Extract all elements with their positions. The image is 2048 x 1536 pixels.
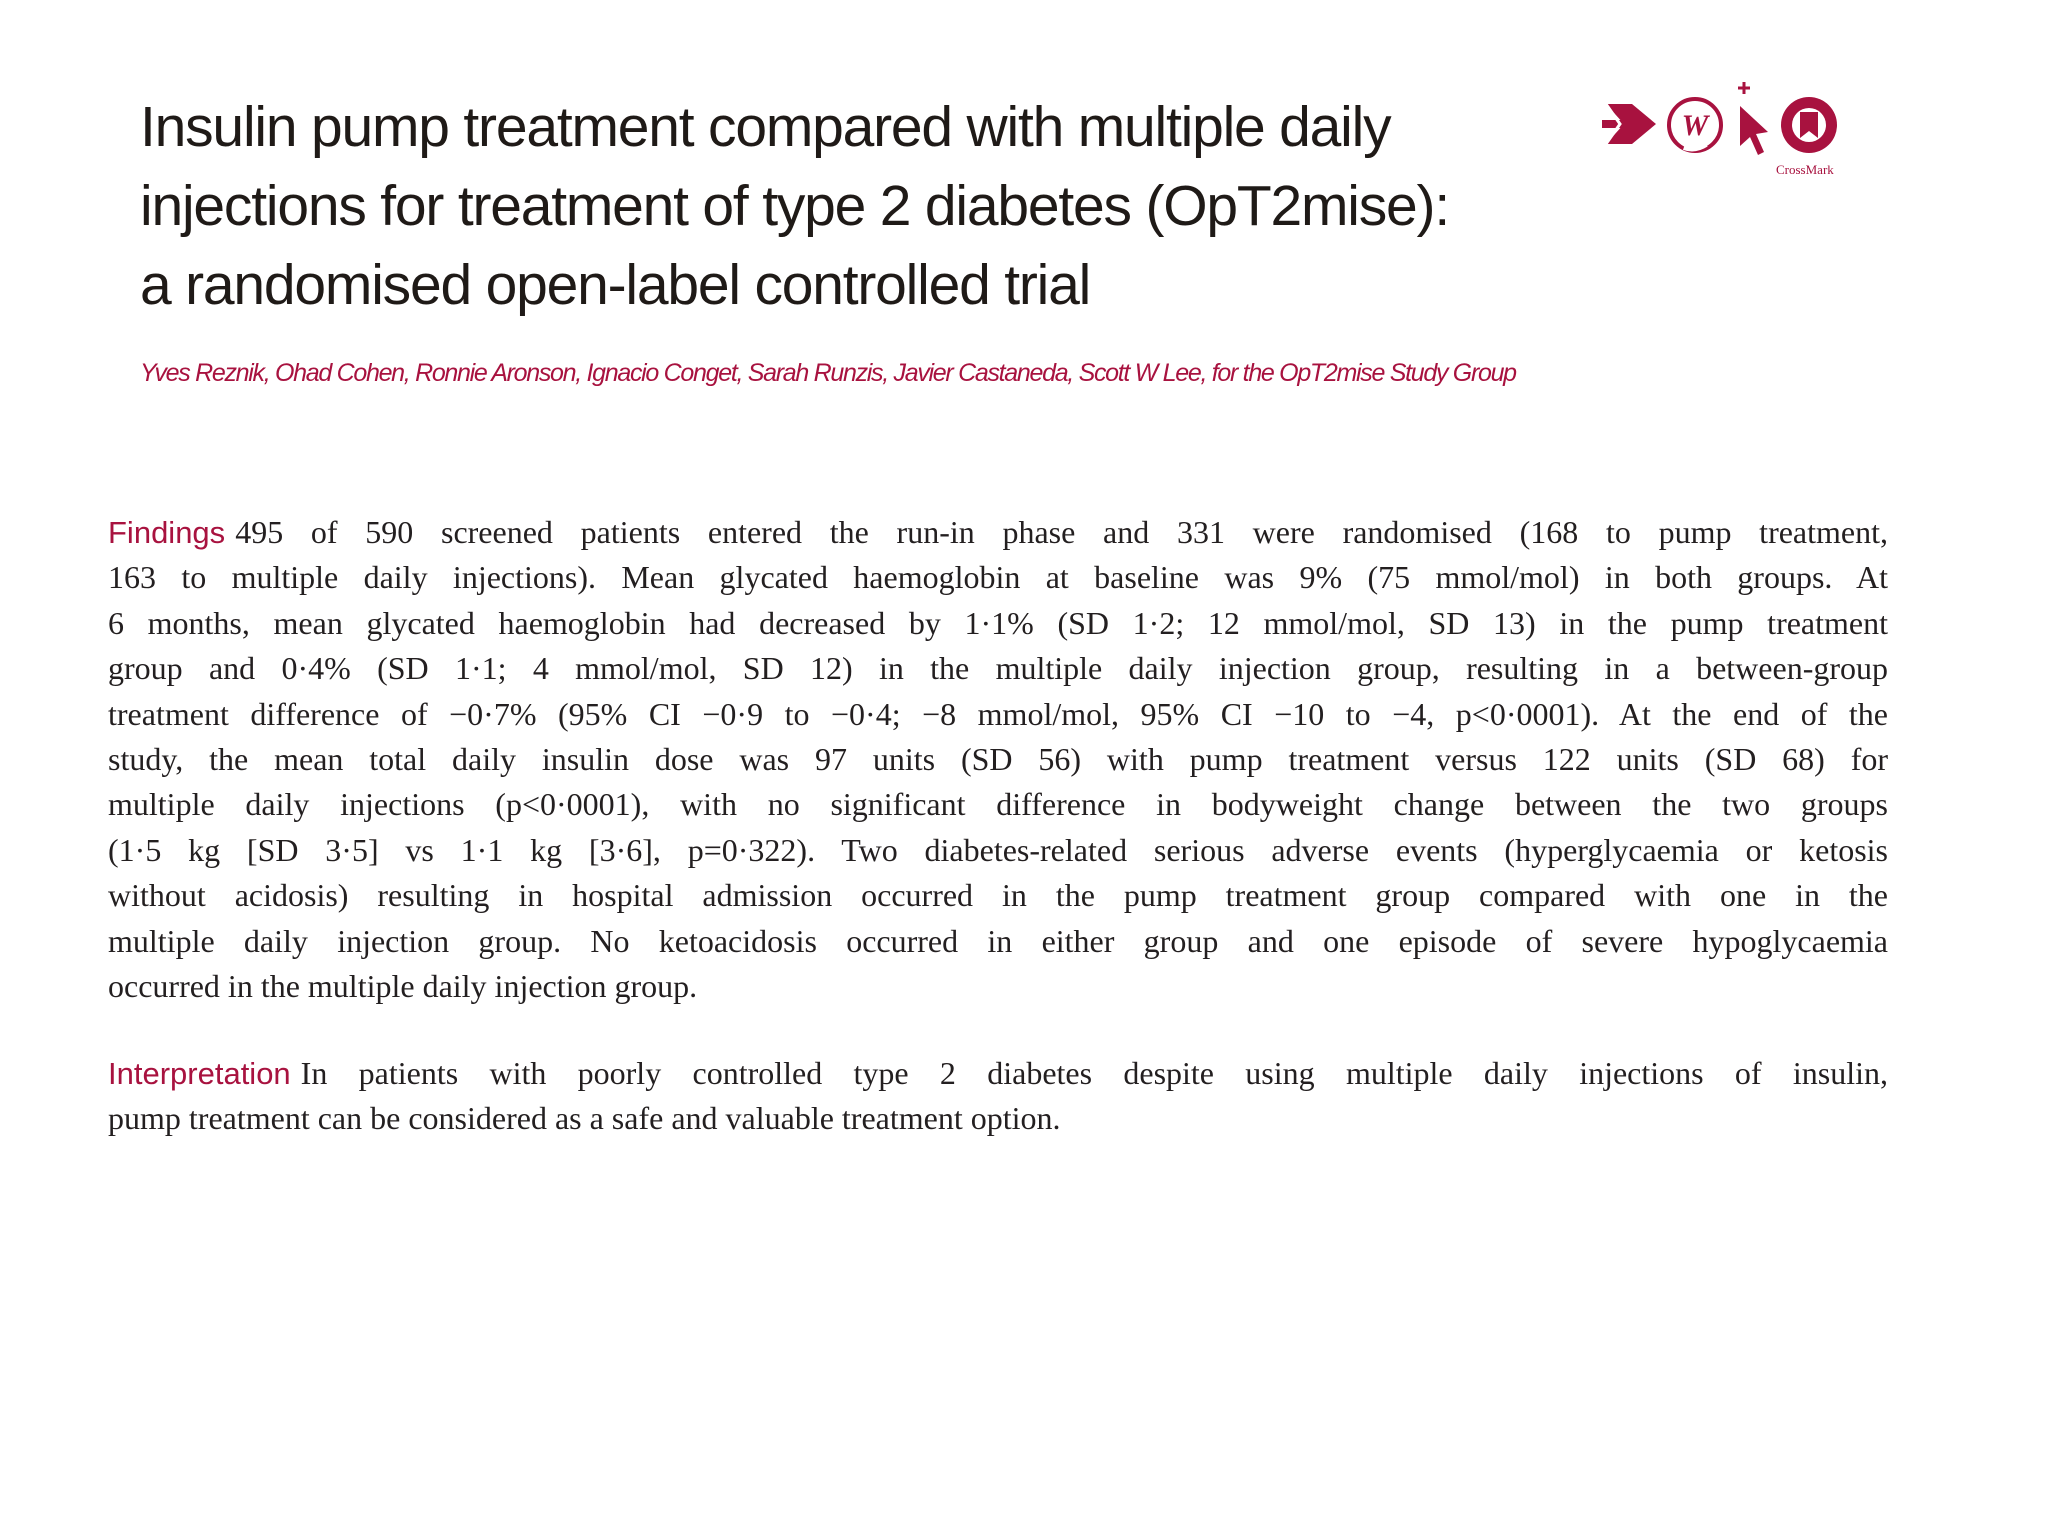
findings-heading: Findings [108,515,226,550]
text-line: Interpretation In patients with poorly controlled type 2 diabetes despite using multiple daily injections of insulin, [108,1055,1888,1091]
text-line: pump treatment can be considered as a safe and valuable treatment option. [108,1100,1061,1137]
title-line: Insulin pump treatment compared with multiple daily [140,95,1391,159]
text-line: study, the mean total daily insulin dose was 97 units (SD 56) with pump treatment versus 122 units (SD 68) for [108,741,1888,778]
title-line: a randomised open-label controlled trial [140,253,1091,317]
author-list: Yves Reznik, Ohad Cohen, Ronnie Aronson, Ignacio Conget, Sarah Runzis, Javier Castaneda, Scott W Lee, for the OpT2mise Study Group [140,359,1516,387]
text-line: treatment difference of −0·7% (95% CI −0·9 to −0·4; −8 mmol/mol, 95% CI −10 to −4, p<0·0001). At the end of the [108,695,1888,732]
interpretation-heading: Interpretation [108,1056,291,1091]
arrow-logo-icon [1602,98,1660,150]
svg-text:W: W [1681,109,1709,142]
text-line: group and 0·4% (SD 1·1; 4 mmol/mol, SD 12) in the multiple daily injection group, resulting in a between-group [108,650,1888,687]
text-line: without acidosis) resulting in hospital admission occurred in the pump treatment group compared with one in the [108,877,1888,914]
crossmark-icon [1776,92,1842,158]
text-line: multiple daily injections (p<0·0001), with no significant difference in bodyweight change between the two groups [108,786,1888,823]
text-line: 163 to multiple daily injections). Mean glycated haemoglobin at baseline was 9% (75 mmol/mol) in both groups. At [108,559,1888,596]
text-line: (1·5 kg [SD 3·5] vs 1·1 kg [3·6], p=0·322). Two diabetes-related serious adverse events (hyperglycaemia or ketosis [108,831,1888,868]
interpretation-section [108,1051,1888,1142]
text-line: Findings 495 of 590 screened patients entered the run-in phase and 331 were randomised (168 to pump treatment, [108,514,1888,550]
text-line: multiple daily injection group. No ketoacidosis occurred in either group and one episode of severe hypoglycaemia [108,922,1888,959]
text-line: 6 months, mean glycated haemoglobin had decreased by 1·1% (SD 1·2; 12 mmol/mol, SD 13) in the pump treatment [108,604,1888,641]
text-line: occurred in the multiple daily injection group. [108,968,698,1005]
title-line: injections for treatment of type 2 diabetes (OpT2mise): [140,174,1449,238]
w-at-logo-icon [1664,94,1726,156]
crossmark-label: CrossMark [1776,162,1834,177]
cursor-logo-icon [1728,80,1778,164]
article-title [140,88,1520,325]
findings-section [108,510,1888,1009]
